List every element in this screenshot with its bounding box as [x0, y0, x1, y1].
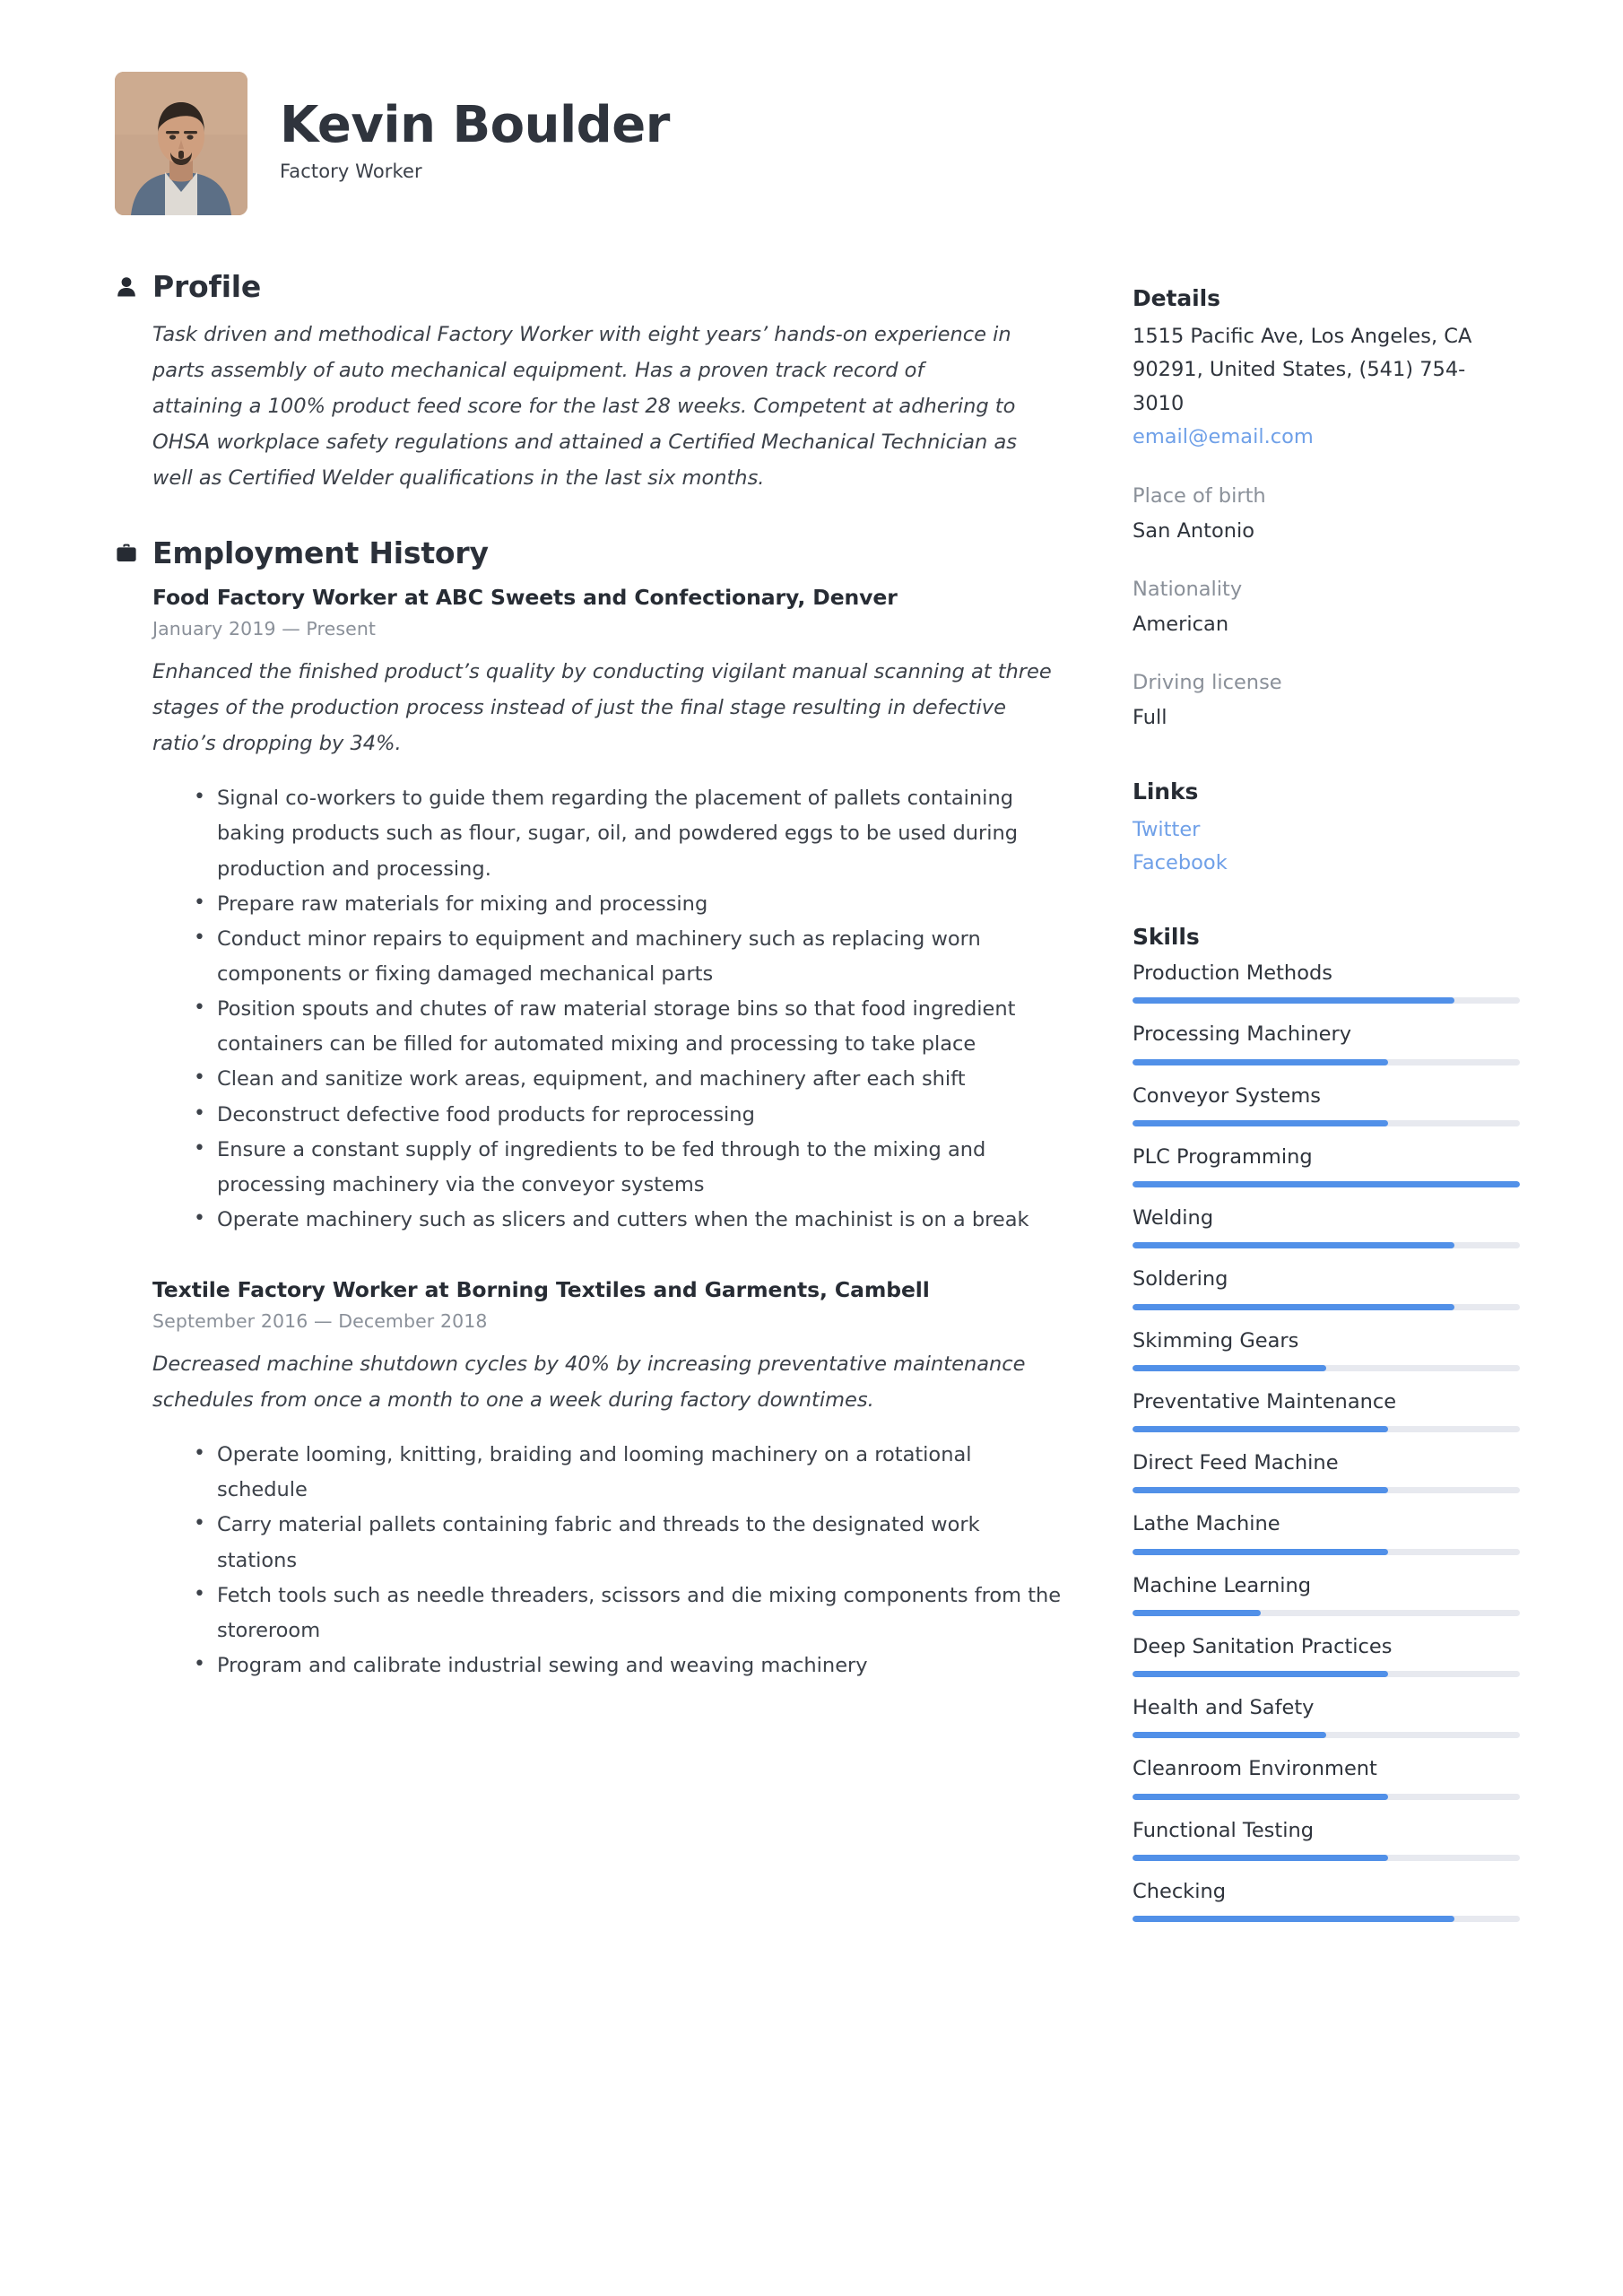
- name-block: [280, 95, 670, 188]
- skill-name: Deep Sanitation Practices: [1133, 1634, 1393, 1658]
- skill-name: Cleanroom Environment: [1133, 1757, 1377, 1781]
- skill-level-bar: [1133, 1855, 1520, 1861]
- skill-name: Machine Learning: [1133, 1573, 1312, 1597]
- skill-level-bar: [1133, 1242, 1520, 1248]
- skill-row: [1133, 1879, 1523, 1922]
- links-section-title: Links: [1133, 778, 1199, 804]
- skill-level-fill: [1133, 1610, 1261, 1616]
- job-dates: September 2016 — December 2018: [152, 1309, 488, 1332]
- detail-label: Nationality: [1133, 578, 1243, 602]
- job-summary: Decreased machine shutdown cycles by 40% by increasing preventative maintenance schedules from once a month to one a week during factory downtimes.: [152, 1352, 1026, 1413]
- profile-section-title: Profile: [152, 269, 262, 304]
- skill-name: Preventative Maintenance: [1133, 1389, 1397, 1413]
- skill-row: [1133, 1328, 1523, 1371]
- skill-level-fill: [1133, 1487, 1388, 1493]
- skill-level-bar: [1133, 1059, 1520, 1065]
- list-item: • Fetch tools such as needle threaders, scissors and die mixing components from the storeroom: [192, 1578, 1065, 1648]
- skill-row: [1133, 1634, 1523, 1677]
- skill-level-bar: [1133, 1549, 1520, 1555]
- list-item: • Conduct minor repairs to equipment and machinery such as replacing worn components or fixing damaged mechanical parts: [192, 922, 1065, 992]
- skill-level-fill: [1133, 1304, 1454, 1310]
- skill-name: Functional Testing: [1133, 1818, 1314, 1842]
- skill-level-bar: [1133, 1916, 1520, 1922]
- job-dates: January 2019 — Present: [152, 618, 377, 640]
- skill-name: Conveyor Systems: [1133, 1083, 1322, 1108]
- skill-row: [1133, 1144, 1523, 1187]
- person-icon: [115, 274, 138, 300]
- skill-row: [1133, 1022, 1523, 1065]
- skill-level-bar: [1133, 1671, 1520, 1677]
- job-bullet-list: [152, 781, 1065, 1238]
- skill-name: Health and Safety: [1133, 1696, 1315, 1720]
- skill-name: Checking: [1133, 1879, 1227, 1903]
- list-item: • Signal co-workers to guide them regarding the placement of pallets containing baking products such as flour, sugar, oil, and powdered eggs to be used during production and processing.: [192, 781, 1065, 886]
- list-item: • Operate machinery such as slicers and cutters when the machinist is on a break: [192, 1203, 1065, 1238]
- skill-row: [1133, 1389, 1523, 1432]
- skill-row: [1133, 961, 1523, 1004]
- employment-entry: [115, 583, 1065, 1238]
- skill-row: [1133, 1205, 1523, 1248]
- list-item: • Clean and sanitize work areas, equipment, and machinery after each shift: [192, 1062, 1065, 1097]
- skill-level-fill: [1133, 1732, 1326, 1738]
- briefcase-icon: [115, 540, 138, 567]
- links-list: [1133, 813, 1523, 882]
- link-twitter[interactable]: Twitter: [1133, 817, 1201, 841]
- skill-level-bar: [1133, 1304, 1520, 1310]
- list-item: • Prepare raw materials for mixing and processing: [192, 887, 1065, 922]
- skill-level-fill: [1133, 1916, 1454, 1922]
- job-role: Textile Factory Worker at Borning Textiles and Garments, Cambell: [152, 1277, 930, 1303]
- detail-field-driving-license: [1133, 667, 1523, 734]
- skill-level-bar: [1133, 1487, 1520, 1493]
- skill-level-bar: [1133, 1610, 1520, 1616]
- detail-field-place-of-birth: [1133, 481, 1523, 547]
- page-title: Kevin Boulder: [280, 95, 670, 154]
- job-role: Food Factory Worker at ABC Sweets and Confectionary, Denver: [152, 585, 898, 611]
- employment-section: [115, 535, 1065, 1683]
- link-facebook[interactable]: Facebook: [1133, 851, 1228, 875]
- employment-section-title: Employment History: [152, 535, 489, 571]
- skill-row: [1133, 1511, 1523, 1554]
- sidebar-column: [1133, 285, 1523, 1940]
- skills-section: [1133, 924, 1523, 1922]
- skill-level-fill: [1133, 1181, 1520, 1187]
- job-summary: Enhanced the finished product’s quality by conducting vigilant manual scanning at three stages of the production process instead of just the final stage resulting in defective ratio’s dropping by 34%.: [152, 660, 1052, 756]
- skill-level-fill: [1133, 1365, 1326, 1371]
- skill-level-bar: [1133, 1794, 1520, 1800]
- skill-level-fill: [1133, 1059, 1388, 1065]
- contact-address: 1515 Pacific Ave, Los Angeles, CA 90291, United States, (541) 754-3010: [1133, 325, 1472, 415]
- profile-text: Task driven and methodical Factory Worker with eight years’ hands-on experience in parts assembly of auto mechanical equipment. Has a proven track record of attaining a 100% product feed score for the last 28 weeks. Competent at adhering to OHSA workplace safety regulations and attained a Certified Mechanical Technician as well as Certified Welder qualifications in the last six months.: [152, 323, 1017, 491]
- skill-level-fill: [1133, 1855, 1388, 1861]
- list-item: • Position spouts and chutes of raw material storage bins so that food ingredient containers can be filled for automated mixing and processing to take place: [192, 992, 1065, 1062]
- skill-level-fill: [1133, 1549, 1388, 1555]
- skill-name: Soldering: [1133, 1267, 1228, 1292]
- skill-level-bar: [1133, 1181, 1520, 1187]
- details-section: [1133, 285, 1523, 734]
- skill-row: [1133, 1083, 1523, 1126]
- skill-name: Welding: [1133, 1206, 1214, 1231]
- details-section-title: Details: [1133, 285, 1220, 311]
- skill-name: Direct Feed Machine: [1133, 1451, 1339, 1475]
- skill-level-bar: [1133, 1732, 1520, 1738]
- skill-row: [1133, 1756, 1523, 1799]
- detail-value: San Antonio: [1133, 519, 1254, 544]
- detail-label: Place of birth: [1133, 484, 1266, 509]
- employment-section-header: [115, 535, 1065, 570]
- skill-row: [1133, 1573, 1523, 1616]
- skill-name: Production Methods: [1133, 961, 1332, 986]
- skill-row: [1133, 1266, 1523, 1309]
- profile-section-header: [115, 269, 1065, 304]
- skill-level-bar: [1133, 1365, 1520, 1371]
- main-column: [115, 269, 1065, 1703]
- job-title-subtitle: Factory Worker: [280, 161, 422, 183]
- resume-header: [115, 72, 670, 215]
- list-item: • Program and calibrate industrial sewing and weaving machinery: [192, 1648, 1065, 1683]
- email-link[interactable]: email@email.com: [1133, 425, 1314, 449]
- skill-row: [1133, 1818, 1523, 1861]
- job-bullet-list: [152, 1438, 1065, 1683]
- skill-level-bar: [1133, 997, 1520, 1004]
- skill-level-fill: [1133, 1794, 1388, 1800]
- skill-name: Lathe Machine: [1133, 1512, 1280, 1536]
- skill-level-fill: [1133, 1426, 1388, 1432]
- list-item: • Operate looming, knitting, braiding and looming machinery on a rotational schedule: [192, 1438, 1065, 1508]
- skill-level-bar: [1133, 1426, 1520, 1432]
- skill-level-bar: [1133, 1120, 1520, 1126]
- skill-level-fill: [1133, 1242, 1454, 1248]
- skills-list: [1133, 961, 1523, 1922]
- skill-row: [1133, 1695, 1523, 1738]
- detail-value: American: [1133, 613, 1229, 636]
- profile-section: [115, 269, 1065, 496]
- list-item: • Deconstruct defective food products for reprocessing: [192, 1098, 1065, 1133]
- list-item: • Carry material pallets containing fabric and threads to the designated work stations: [192, 1508, 1065, 1578]
- skill-name: Processing Machinery: [1133, 1022, 1352, 1047]
- skills-section-title: Skills: [1133, 924, 1200, 951]
- skill-level-fill: [1133, 997, 1454, 1004]
- skill-level-fill: [1133, 1120, 1388, 1126]
- skill-name: Skimming Gears: [1133, 1328, 1299, 1352]
- skill-name: PLC Programming: [1133, 1144, 1313, 1169]
- skill-row: [1133, 1450, 1523, 1493]
- links-section: [1133, 778, 1523, 882]
- list-item: • Ensure a constant supply of ingredients to be fed through to the mixing and processing machinery via the conveyor systems: [192, 1133, 1065, 1203]
- detail-field-nationality: [1133, 574, 1523, 640]
- skill-level-fill: [1133, 1671, 1388, 1677]
- detail-label: Driving license: [1133, 670, 1282, 694]
- detail-value: Full: [1133, 705, 1167, 729]
- avatar: [115, 72, 247, 215]
- employment-entry: [115, 1275, 1065, 1683]
